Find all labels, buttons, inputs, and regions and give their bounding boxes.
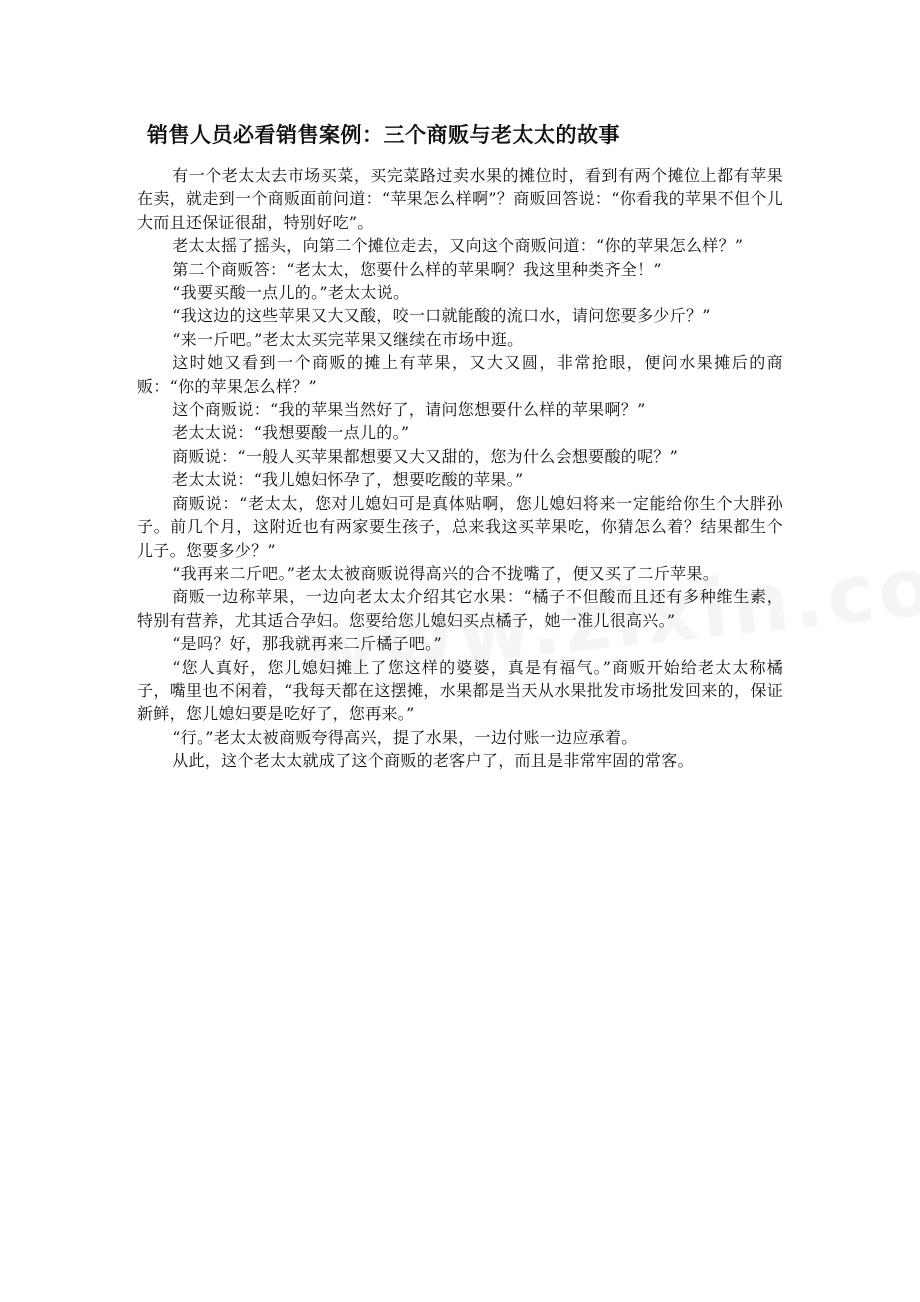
- paragraph-4: “我要买酸一点儿的。”老太太说。: [172, 283, 410, 303]
- paragraph-7: 这时她又看到一个商贩的摊上有苹果，又大又圆，非常抢眼，便问水果摊后的商贩：“你的苹果怎么样？”: [137, 353, 783, 396]
- paragraph-6: “来一斤吧。”老太太买完苹果又继续在市场中逛。: [172, 329, 524, 349]
- paragraph-12: 商贩说：“老太太，您对儿媳妇可是真体贴啊，您儿媳妇将来一定能给你生个大胖孙子。前几个月，这附近也有两家要生孩子，总来我这买苹果吃，你猜怎么着？结果都生个儿子。您要多少？”: [137, 493, 783, 560]
- paragraph-14: 商贩一边称苹果，一边向老太太介绍其它水果：“橘子不但酸而且还有多种维生素，特别有营养，尤其适合孕妇。您要给您儿媳妇买点橘子，她一准儿很高兴。”: [137, 587, 783, 630]
- document-title: 销售人员必看销售案例：三个商贩与老太太的故事: [147, 123, 620, 147]
- document-body: [137, 114, 783, 773]
- paragraph-3: 第二个商贩答：“老太太，您要什么样的苹果啊？我这里种类齐全！”: [172, 259, 662, 279]
- paragraph-15: “是吗？好，那我就再来二斤橘子吧。”: [172, 634, 442, 654]
- paragraph-17: “行。”老太太被商贩夸得高兴，提了水果，一边付账一边应承着。: [172, 727, 638, 747]
- paragraph-13: “我再来二斤吧。”老太太被商贩说得高兴的合不拢嘴了，便又买了二斤苹果。: [172, 563, 720, 583]
- paragraph-18: 从此，这个老太太就成了这个商贩的老客户了，而且是非常牢固的常客。: [172, 751, 694, 771]
- paragraph-1: 有一个老太太去市场买菜，买完菜路过卖水果的摊位时，看到有两个摊位上都有苹果在卖，就走到一个商贩面前问道：“苹果怎么样啊”？商贩回答说：“你看我的苹果不但个儿大而且还保证很甜，特别好吃”。: [137, 166, 783, 232]
- paragraph-5: “我这边的这些苹果又大又酸，咬一口就能酸的流口水，请问您要多少斤？”: [172, 306, 711, 326]
- paragraph-16: “您人真好，您儿媳妇摊上了您这样的婆婆，真是有福气。”商贩开始给老太太称橘子，嘴里也不闲着，“我每天都在这摆摊，水果都是当天从水果批发市场批发回来的，保证新鲜，您儿媳妇要是吃好了，您再来。”: [137, 657, 783, 724]
- paragraph-8: 这个商贩说：“我的苹果当然好了，请问您想要什么样的苹果啊？”: [172, 400, 646, 420]
- paragraph-10: 商贩说：“一般人买苹果都想要又大又甜的，您为什么会想要酸的呢？”: [172, 446, 679, 466]
- paragraph-11: 老太太说：“我儿媳妇怀孕了，想要吃酸的苹果。”: [172, 470, 524, 490]
- paragraph-2: 老太太摇了摇头，向第二个摊位走去，又向这个商贩问道：“你的苹果怎么样？”: [172, 236, 744, 256]
- paragraph-9: 老太太说：“我想要酸一点儿的。”: [172, 423, 410, 443]
